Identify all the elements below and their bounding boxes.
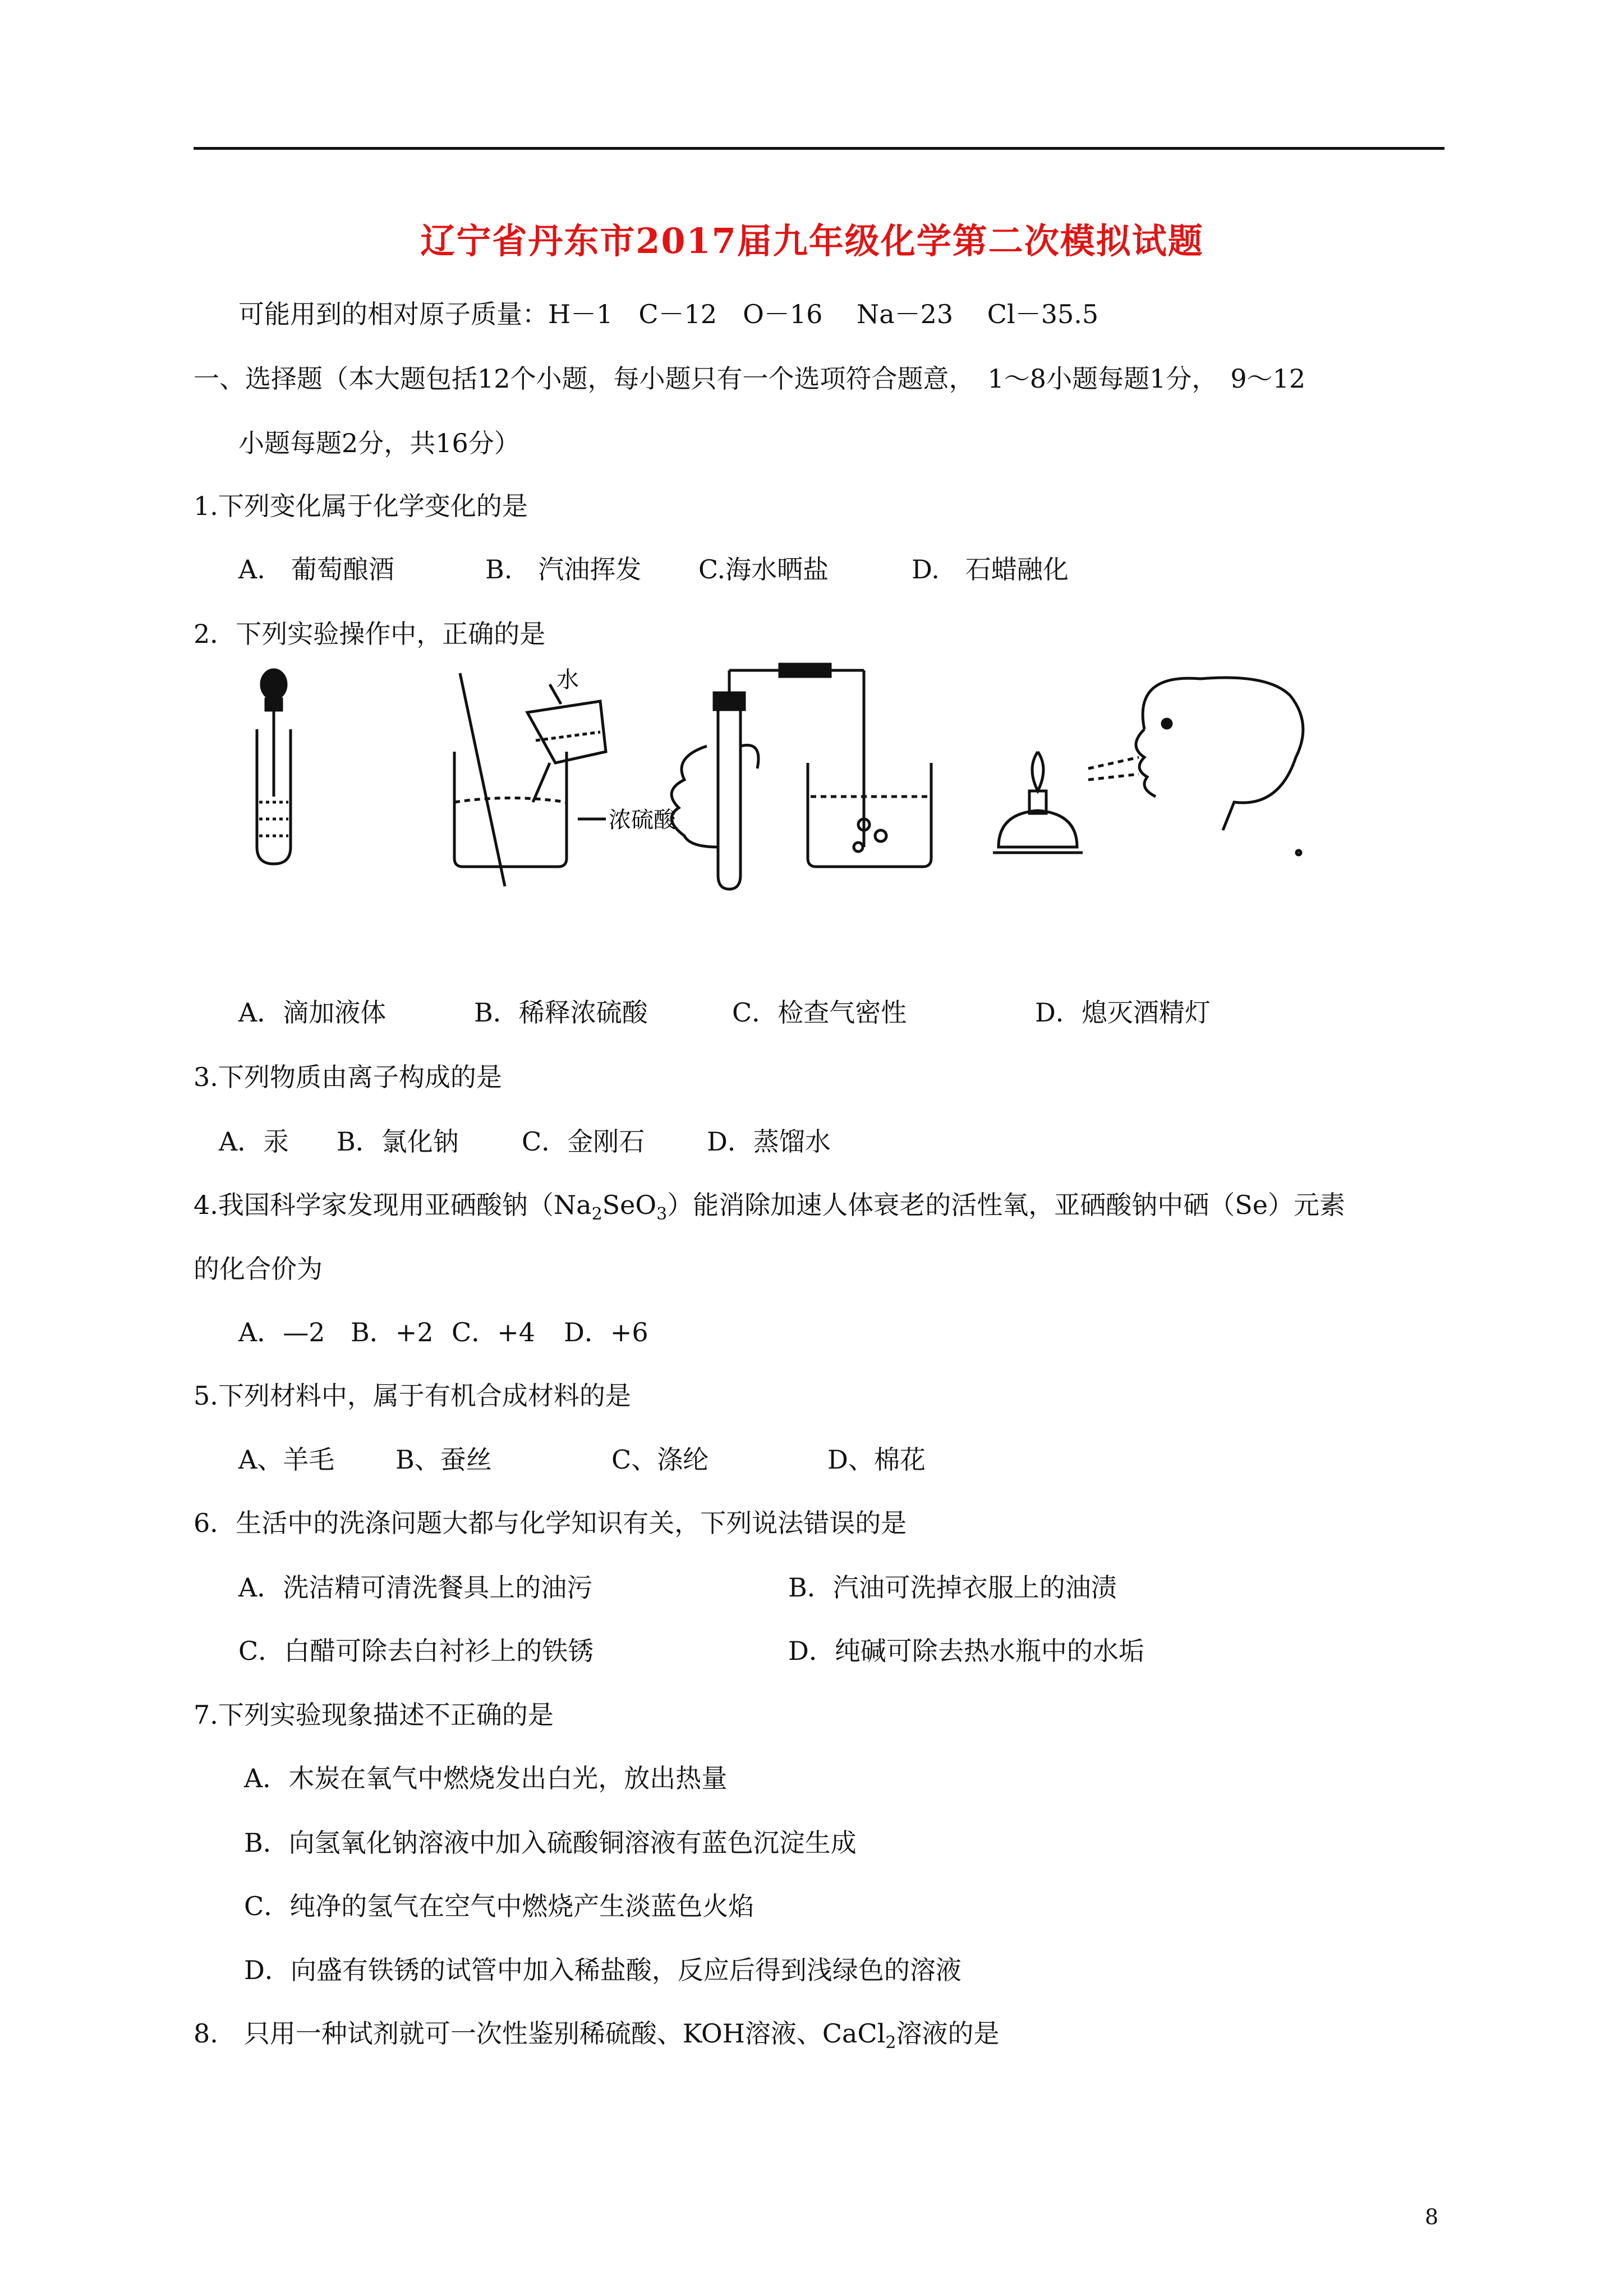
option-a: A. 葡萄酿酒	[238, 554, 394, 585]
option-b: B. 汽油挥发	[485, 554, 642, 585]
question-7-stem: 7.下列实验现象描述不正确的是	[194, 1700, 554, 1730]
option-b: B．向氢氧化钠溶液中加入硫酸铜溶液有蓝色沉淀生成	[244, 1828, 857, 1858]
question-3-stem: 3.下列物质由离子构成的是	[194, 1062, 502, 1092]
option-b: B．氯化钠	[337, 1126, 459, 1157]
option-b: B、蚕丝	[395, 1444, 492, 1475]
option-d: D．+6	[564, 1317, 648, 1347]
option-a: A．滴加液体	[238, 997, 387, 1028]
atomic-masses-line: 可能用到的相对原子质量：H－1 C－12 O－16 Na－23 Cl－35.5	[238, 299, 1099, 329]
question-2-stem: 2．下列实验操作中，正确的是	[194, 619, 546, 649]
label-water: 水	[556, 667, 579, 692]
question-5-options	[238, 1443, 926, 1476]
option-a: A．洗洁精可清洗餐具上的油污	[238, 1572, 593, 1603]
option-d: D．纯碱可除去热水瓶中的水垢	[788, 1636, 1144, 1666]
question-2-options	[238, 996, 1211, 1029]
option-d: D、棉花	[827, 1444, 926, 1475]
question-6-stem: 6．生活中的洗涤问题大都与化学知识有关，下列说法错误的是	[194, 1508, 907, 1538]
question-1-options	[238, 553, 1069, 586]
option-b: B．汽油可洗掉衣服上的油渍	[788, 1572, 1117, 1603]
airtightness-figure	[671, 664, 931, 889]
option-c: C．纯净的氢气在空气中燃烧产生淡蓝色火焰	[244, 1891, 755, 1921]
header-rule	[194, 147, 1444, 150]
option-a: A、羊毛	[238, 1444, 335, 1475]
dilution-figure	[454, 673, 606, 886]
question-4-options	[238, 1315, 648, 1349]
option-b: B．+2	[351, 1317, 434, 1347]
label-acid: 浓硫酸	[609, 807, 676, 832]
question-1-stem: 1.下列变化属于化学变化的是	[194, 491, 528, 521]
question-4-stem-cont: 的化合价为	[194, 1254, 323, 1284]
dropper-figure	[257, 670, 291, 864]
option-d: D. 石蜡融化	[912, 554, 1069, 585]
question-3-options	[219, 1125, 831, 1158]
option-b: B．稀释浓硫酸	[474, 997, 648, 1028]
question-6-options-row2	[238, 1634, 1144, 1668]
option-d: D．熄灭酒精灯	[1035, 997, 1211, 1028]
page-number: 8	[1425, 2205, 1439, 2229]
option-c: C．+4	[452, 1317, 536, 1347]
experiment-figures	[213, 662, 1335, 898]
question-6-options-row1	[238, 1571, 1117, 1604]
option-a: A．—2	[238, 1317, 325, 1347]
section-heading: 一、选择题（本大题包括12个小题，每小题只有一个选项符合题意， 1～8小题每题1分， 9～12	[194, 364, 1306, 394]
option-d: D．蒸馏水	[707, 1126, 831, 1157]
option-c: C．白醋可除去白衬衫上的铁锈	[238, 1636, 594, 1666]
question-8-stem: 8. 只用一种试剂就可一次性鉴别稀硫酸、KOH溶液、CaCl$_2$溶液的是	[194, 2018, 1000, 2053]
option-a: A．汞	[219, 1126, 289, 1157]
option-c: C．金刚石	[522, 1126, 645, 1157]
section-heading-cont: 小题每题2分，共16分）	[238, 428, 520, 458]
page-title: 辽宁省丹东市2017届九年级化学第二次模拟试题	[420, 220, 1204, 261]
option-d: D．向盛有铁锈的试管中加入稀盐酸，反应后得到浅绿色的溶液	[244, 1955, 961, 1985]
lamp-blowing-figure	[993, 678, 1303, 855]
option-a: A．木炭在氧气中燃烧发出白光，放出热量	[244, 1763, 728, 1793]
option-c: C．检查气密性	[732, 997, 907, 1028]
option-c: C、涤纶	[611, 1444, 709, 1475]
question-5-stem: 5.下列材料中，属于有机合成材料的是	[194, 1381, 631, 1411]
question-4-stem: 4.我国科学家发现用亚硒酸钠$(Na_2SeO_3)$能消除加速人体衰老的活性氧，亚硒酸钠中硒（Se）元素	[194, 1190, 1345, 1224]
option-c: C.海水晒盐	[698, 554, 829, 585]
